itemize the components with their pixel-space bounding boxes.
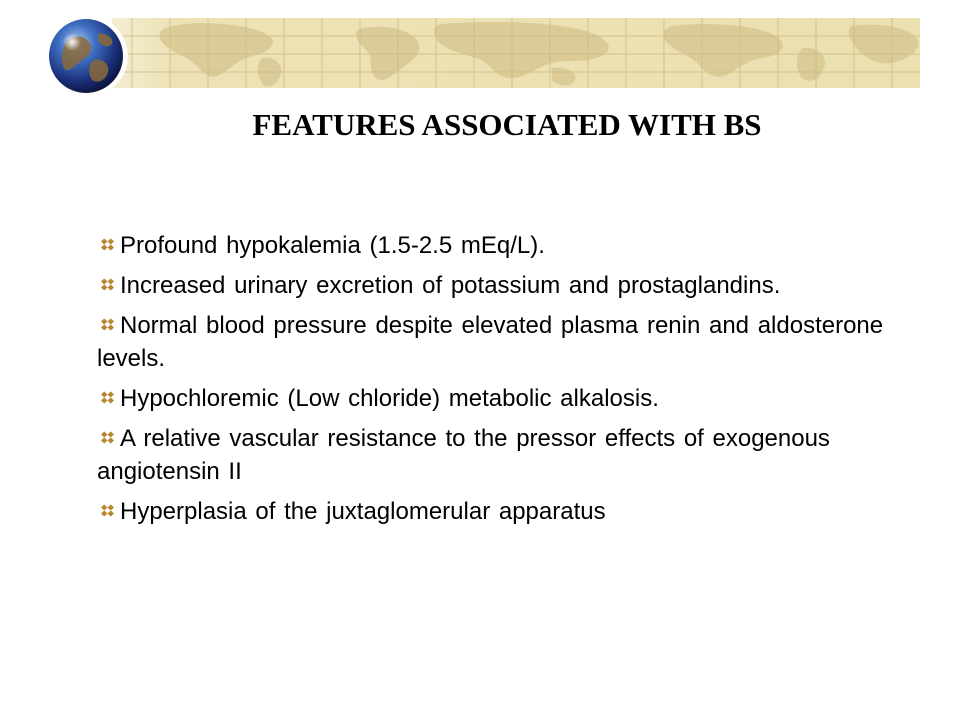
diamond-bullet-icon xyxy=(101,238,114,251)
bullet-item xyxy=(97,422,897,488)
bullet-item xyxy=(97,382,897,415)
slide-title: FEATURES ASSOCIATED WITH BS xyxy=(252,107,762,142)
diamond-bullet-icon xyxy=(101,431,114,444)
world-map-banner xyxy=(112,18,920,88)
diamond-bullet-icon xyxy=(101,391,114,404)
diamond-bullet-icon xyxy=(101,318,114,331)
bullet-text: A relative vascular resistance to the pressor effects of exogenous angiotensin II xyxy=(97,425,830,485)
diamond-bullet-icon xyxy=(101,504,114,517)
bullet-item xyxy=(97,269,897,302)
bullet-text: Increased urinary excretion of potassium and prostaglandins. xyxy=(120,272,781,299)
globe-icon xyxy=(28,10,136,98)
bullet-text: Hyperplasia of the juxtaglomerular apparatus xyxy=(120,498,606,525)
bullet-list xyxy=(97,229,897,535)
diamond-bullet-icon xyxy=(101,278,114,291)
bullet-text: Profound hypokalemia (1.5-2.5 mEq/L). xyxy=(120,232,545,259)
bullet-item xyxy=(97,495,897,528)
bullet-text: Hypochloremic (Low chloride) metabolic alkalosis. xyxy=(120,385,659,412)
bullet-item xyxy=(97,309,897,375)
bullet-text: Normal blood pressure despite elevated plasma renin and aldosterone levels. xyxy=(97,312,884,372)
bullet-item xyxy=(97,229,897,262)
